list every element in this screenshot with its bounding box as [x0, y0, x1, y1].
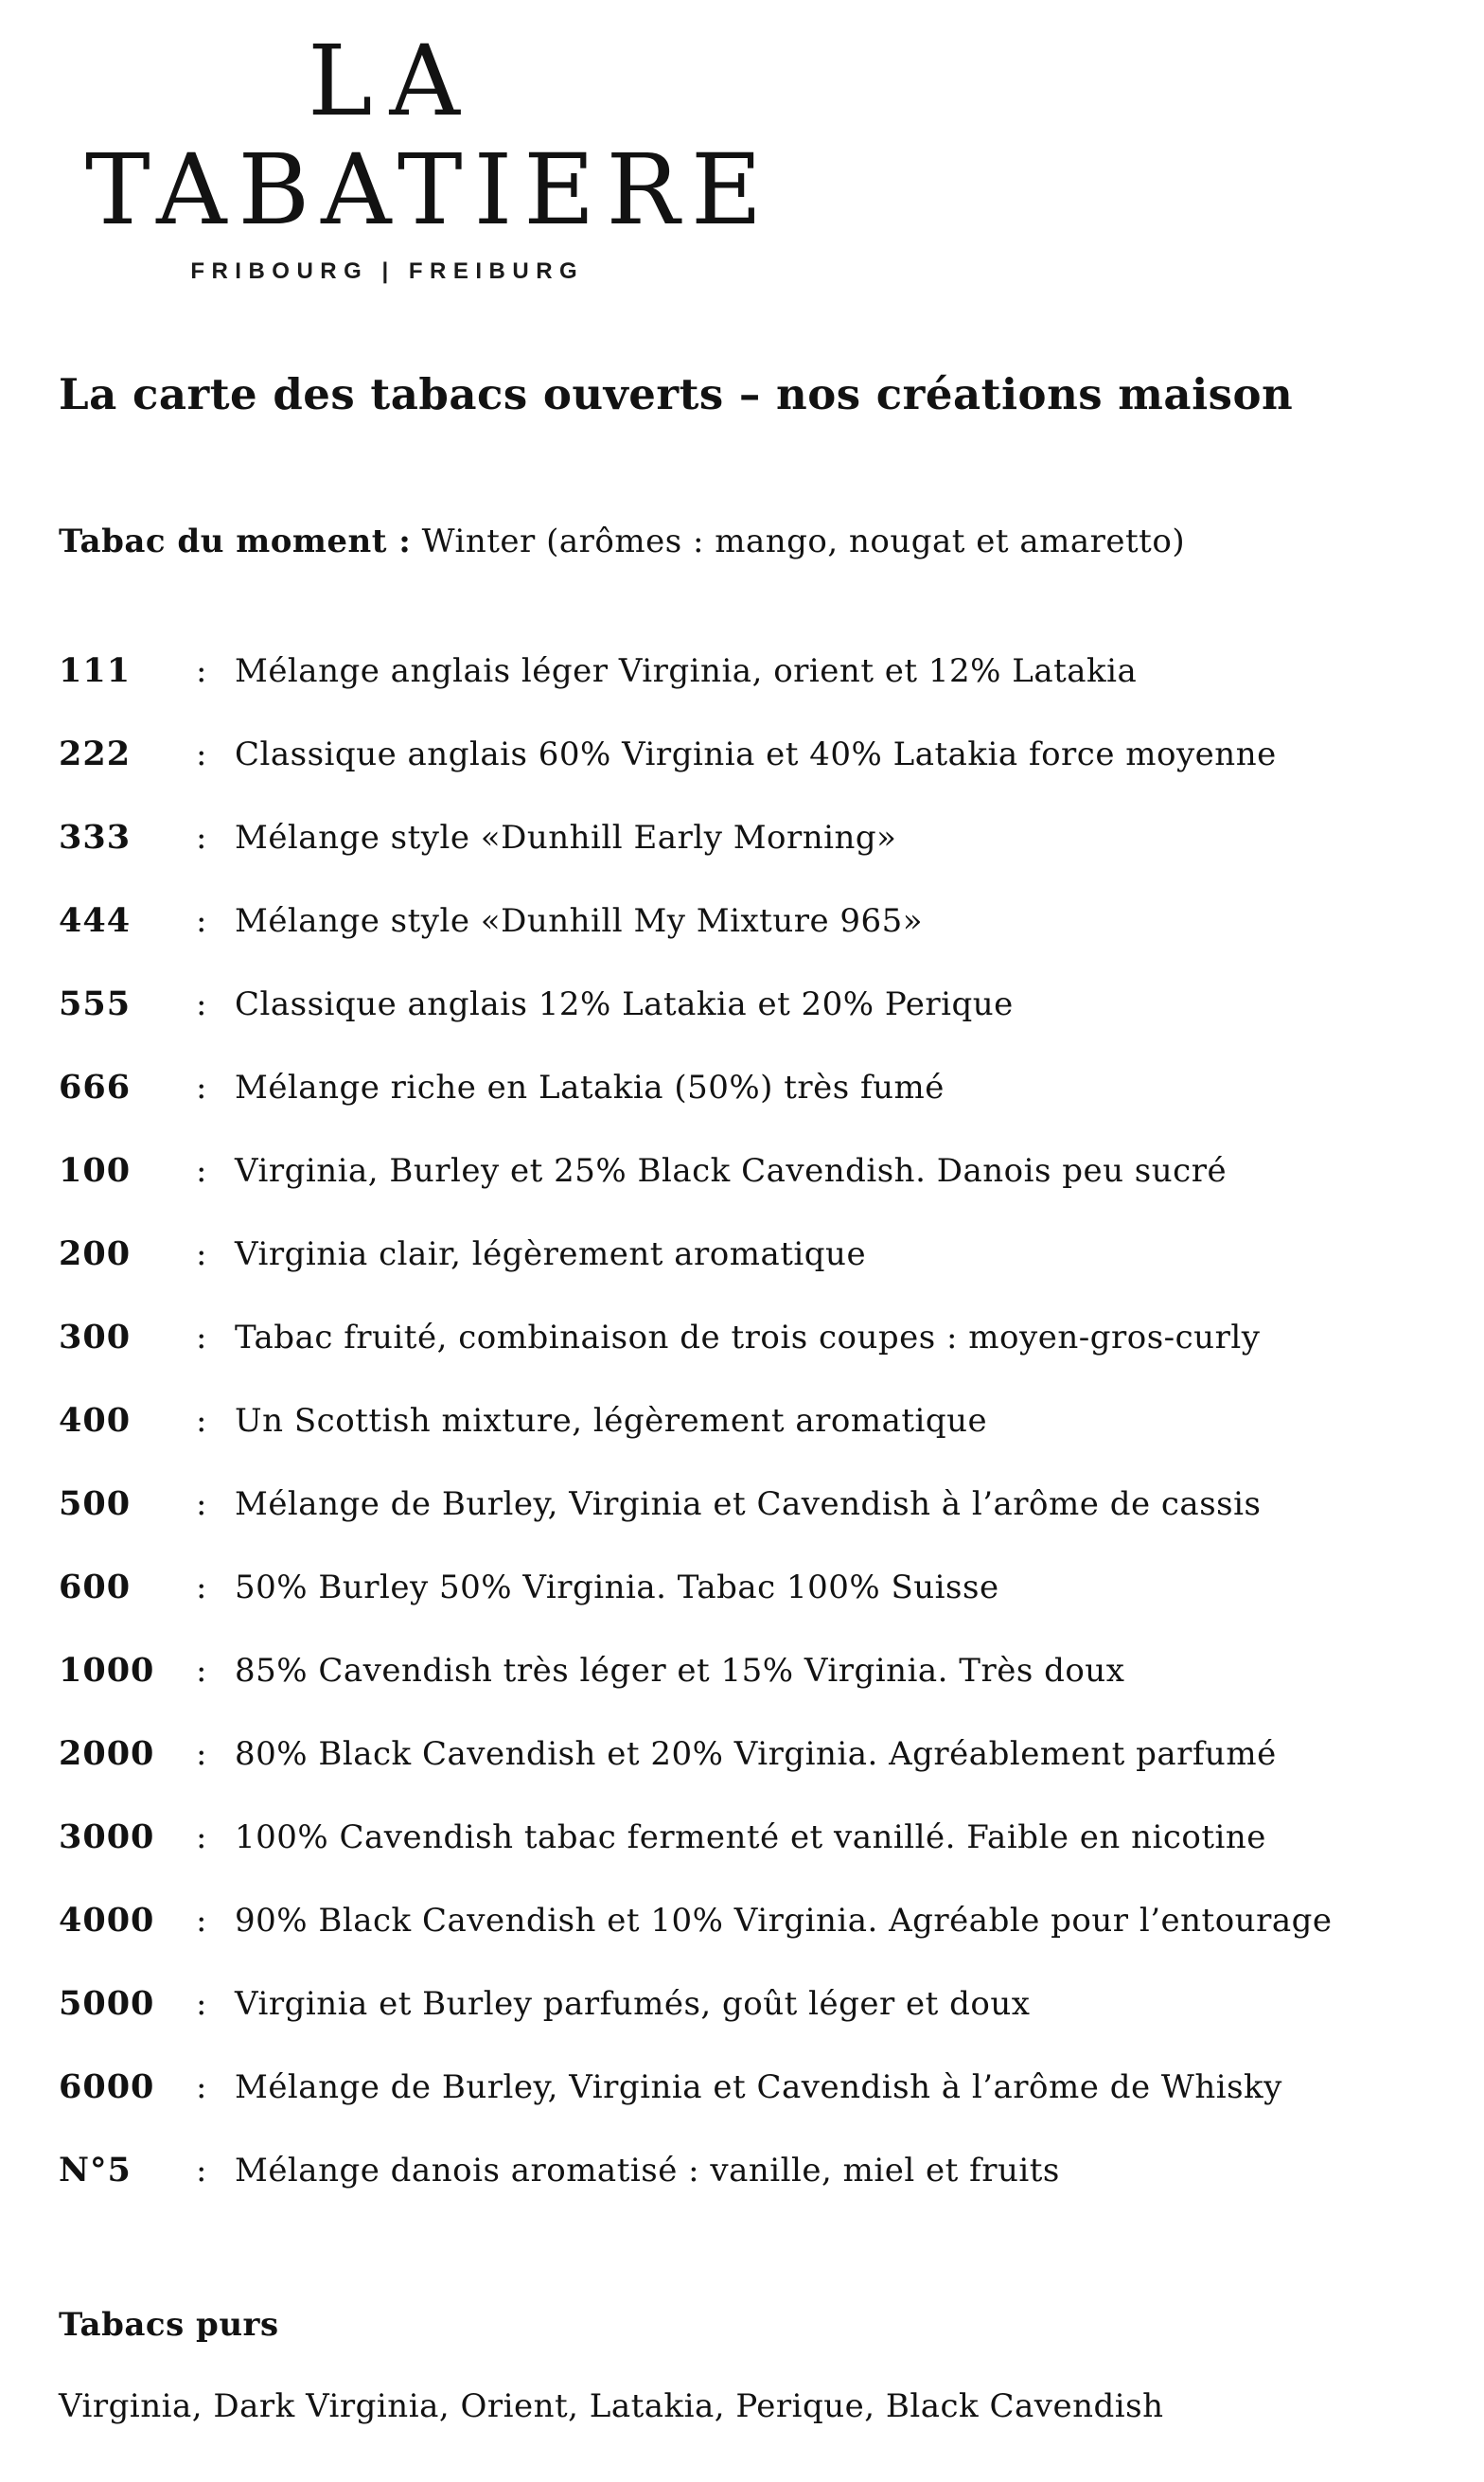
list-item: [59, 1403, 1437, 1486]
brand-logo: [74, 25, 774, 285]
list-item: [59, 2069, 1437, 2153]
item-separator: :: [196, 652, 207, 690]
item-separator: :: [196, 2152, 207, 2189]
item-code: 500: [59, 1484, 132, 1523]
item-separator: :: [196, 736, 207, 773]
item-separator: :: [196, 1902, 207, 1940]
list-item: [59, 903, 1437, 986]
item-separator: :: [196, 902, 207, 940]
list-item: [59, 1070, 1437, 1153]
item-separator: :: [196, 985, 207, 1023]
item-code: 2000: [59, 1734, 155, 1773]
item-code: 300: [59, 1318, 132, 1356]
pure-tobaccos-list: Virginia, Dark Virginia, Orient, Latakia, Perique, Black Cavendish: [59, 2387, 1164, 2425]
item-code: 100: [59, 1151, 132, 1190]
item-code: 555: [59, 984, 132, 1023]
item-code: 200: [59, 1234, 132, 1273]
item-description: Virginia et Burley parfumés, goût léger et doux: [235, 1985, 1031, 2023]
item-code: 444: [59, 901, 132, 940]
item-description: 100% Cavendish tabac fermenté et vanillé. Faible en nicotine: [235, 1818, 1266, 1856]
list-item: [59, 1819, 1437, 1903]
list-item: [59, 653, 1437, 736]
item-separator: :: [196, 1235, 207, 1273]
item-description: Mélange riche en Latakia (50%) très fumé: [235, 1069, 945, 1107]
list-item: [59, 1653, 1437, 1736]
item-separator: :: [196, 1569, 207, 1606]
moment-spacer: [411, 523, 421, 560]
list-item: [59, 1569, 1437, 1653]
item-code: 1000: [59, 1651, 155, 1690]
logo-line-la: LA: [308, 25, 477, 138]
logo-line-tabatiere: TABATIERE: [85, 133, 774, 247]
item-code: 5000: [59, 1984, 155, 2023]
item-description: Tabac fruité, combinaison de trois coupes : moyen-gros-curly: [235, 1319, 1261, 1356]
item-separator: :: [196, 1652, 207, 1690]
item-code: 6000: [59, 2067, 155, 2106]
item-separator: :: [196, 1402, 207, 1440]
item-separator: :: [196, 1152, 207, 1190]
logo-subtitle: FRIBOURG | FREIBURG: [190, 258, 585, 284]
item-separator: :: [196, 819, 207, 857]
list-item: [59, 1153, 1437, 1236]
item-separator: :: [196, 1485, 207, 1523]
list-item: [59, 1903, 1437, 1986]
item-code: 333: [59, 818, 132, 857]
item-code: 3000: [59, 1817, 155, 1856]
item-code: 400: [59, 1401, 132, 1440]
list-item: [59, 1486, 1437, 1569]
item-code: 666: [59, 1068, 132, 1107]
tobacco-list: [59, 653, 1437, 2236]
item-description: Classique anglais 12% Latakia et 20% Perique: [235, 985, 1014, 1023]
item-description: Mélange style «Dunhill Early Morning»: [235, 819, 897, 857]
list-item: [59, 1320, 1437, 1403]
tobacco-of-the-moment: [59, 523, 1185, 560]
item-description: Mélange danois aromatisé : vanille, miel et fruits: [235, 2152, 1060, 2189]
item-description: Mélange de Burley, Virginia et Cavendish à l’arôme de cassis: [235, 1485, 1262, 1523]
moment-label: Tabac du moment :: [59, 523, 412, 560]
item-code: 222: [59, 735, 132, 773]
item-description: Mélange de Burley, Virginia et Cavendish à l’arôme de Whisky: [235, 2068, 1282, 2106]
pure-tobaccos-heading: Tabacs purs: [59, 2306, 279, 2344]
item-separator: :: [196, 2068, 207, 2106]
item-description: 80% Black Cavendish et 20% Virginia. Agréablement parfumé: [235, 1735, 1277, 1773]
list-item: [59, 2153, 1437, 2236]
item-code: 4000: [59, 1901, 155, 1940]
item-separator: :: [196, 1319, 207, 1356]
item-code: 600: [59, 1568, 132, 1606]
item-description: 50% Burley 50% Virginia. Tabac 100% Suisse: [235, 1569, 999, 1606]
list-item: [59, 1736, 1437, 1819]
list-item: [59, 736, 1437, 820]
item-code: N°5: [59, 2151, 132, 2189]
item-separator: :: [196, 1985, 207, 2023]
item-description: Un Scottish mixture, légèrement aromatique: [235, 1402, 988, 1440]
item-description: Virginia, Burley et 25% Black Cavendish. Danois peu sucré: [235, 1152, 1228, 1190]
list-item: [59, 986, 1437, 1070]
list-item: [59, 1236, 1437, 1320]
item-description: Mélange anglais léger Virginia, orient et 12% Latakia: [235, 652, 1138, 690]
item-description: 90% Black Cavendish et 10% Virginia. Agréable pour l’entourage: [235, 1902, 1333, 1940]
item-description: Virginia clair, légèrement aromatique: [235, 1235, 867, 1273]
item-description: Mélange style «Dunhill My Mixture 965»: [235, 902, 924, 940]
item-separator: :: [196, 1735, 207, 1773]
page-title: La carte des tabacs ouverts – nos créations maison: [59, 369, 1294, 419]
item-description: Classique anglais 60% Virginia et 40% Latakia force moyenne: [235, 736, 1277, 773]
item-separator: :: [196, 1069, 207, 1107]
item-separator: :: [196, 1818, 207, 1856]
item-code: 111: [59, 651, 132, 690]
moment-value: Winter (arômes : mango, nougat et amaretto): [421, 523, 1186, 560]
list-item: [59, 820, 1437, 903]
list-item: [59, 1986, 1437, 2069]
item-description: 85% Cavendish très léger et 15% Virginia. Très doux: [235, 1652, 1125, 1690]
